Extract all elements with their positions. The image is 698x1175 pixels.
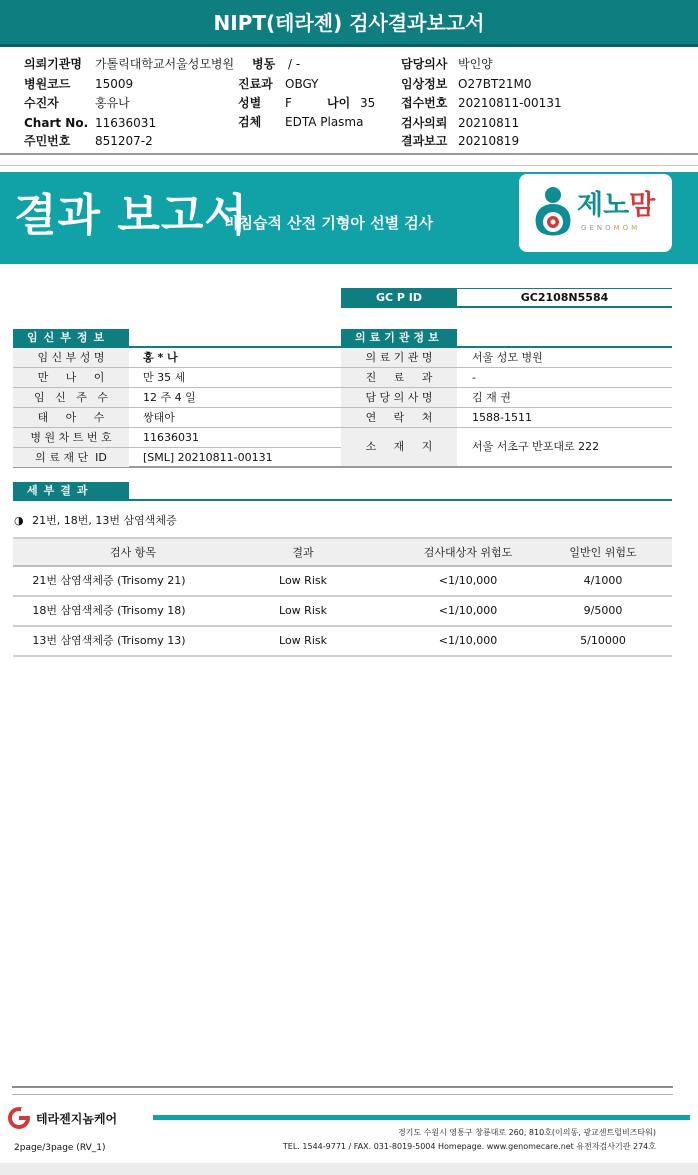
pregnant-info-heading: 임신부정보: [13, 329, 129, 347]
gcpid-value: GC2108N5584: [457, 288, 672, 308]
genomom-logo: [519, 174, 672, 252]
detail-results-heading: 세부결과: [13, 482, 129, 500]
pregnant-row-age: 만 나 이 만 35 세: [13, 368, 341, 388]
logo-subtext: GENOMOM: [581, 224, 641, 232]
header-divider: [0, 153, 698, 155]
results-row-trisomy-13: 13번 삼염색체증 (Trisomy 13) Low Risk <1/10,000 5/10000: [13, 627, 672, 657]
detail-results-rule: [13, 499, 672, 501]
results-row-trisomy-21: 21번 삼염색체증 (Trisomy 21) Low Risk <1/10,000 4/1000: [13, 567, 672, 597]
pregnant-row-chart: 병 원 차 트 번 호 11636031: [13, 428, 341, 448]
pregnant-row-fetus: 태 아 수 쌍태아: [13, 408, 341, 428]
pregnant-row-name: 임 신 부 성 명 홍 * 나: [13, 348, 341, 368]
institution-row-contact: 연 락 처 1588-1511: [341, 408, 672, 428]
footer-rule-top: [12, 1086, 673, 1088]
footer-page-number: 2page/3page (RV_1): [14, 1143, 106, 1153]
detail-bullet: ◑ 21번, 18번, 13번 삼염색체증: [14, 514, 177, 527]
institution-info-heading: 의료기관정보: [341, 329, 457, 347]
report-title: NIPT(테라젠) 검사결과보고서: [0, 0, 698, 47]
institution-row-name: 의 료 기 관 명 서울 성모 병원: [341, 348, 672, 368]
genomom-mark-icon: [531, 186, 575, 240]
logo-wordmark: 제노맘: [577, 190, 656, 221]
footer-address: 경기도 수원시 영통구 창룡대로 260, 810호(이의동, 광교센트럴비즈타워): [397, 1128, 656, 1137]
gcpid-label: GC P ID: [341, 288, 457, 308]
results-table-header: 검사 항목 결과 검사대상자 위험도 일반인 위험도: [13, 537, 672, 567]
header-divider-thin: [0, 165, 698, 166]
results-row-trisomy-18: 18번 삼염색체증 (Trisomy 18) Low Risk <1/10,000 9/5000: [13, 597, 672, 627]
footer-brand: 테라젠지놈케어: [36, 1112, 118, 1126]
institution-row-address: 소 재 지 서울 서초구 반포대로 222: [341, 428, 672, 468]
footer-band: [0, 1163, 698, 1175]
banner-title: 결과 보고서: [14, 190, 248, 241]
institution-row-doctor: 담 당 의 사 명 김 재 권: [341, 388, 672, 408]
half-circle-icon: ◑: [14, 514, 24, 527]
theragen-logo-icon: [8, 1107, 30, 1129]
footer-accent-bar: [153, 1115, 690, 1120]
pregnant-row-foundation-id: 의 료 재 단 ID [SML] 20210811-00131: [13, 448, 341, 468]
report-banner: [0, 172, 698, 264]
footer-rule-bottom: [12, 1094, 673, 1095]
pregnant-row-weeks: 임 신 주 수 12 주 4 일: [13, 388, 341, 408]
banner-subtitle: 비침습적 산전 기형아 선별 검사: [224, 214, 434, 232]
footer-contact: TEL. 1544-9771 / FAX. 031-8019-5004 Homepage. www.genomecare.net 유전자검사기관 274호: [282, 1142, 656, 1151]
institution-row-dept: 진 료 과 -: [341, 368, 672, 388]
